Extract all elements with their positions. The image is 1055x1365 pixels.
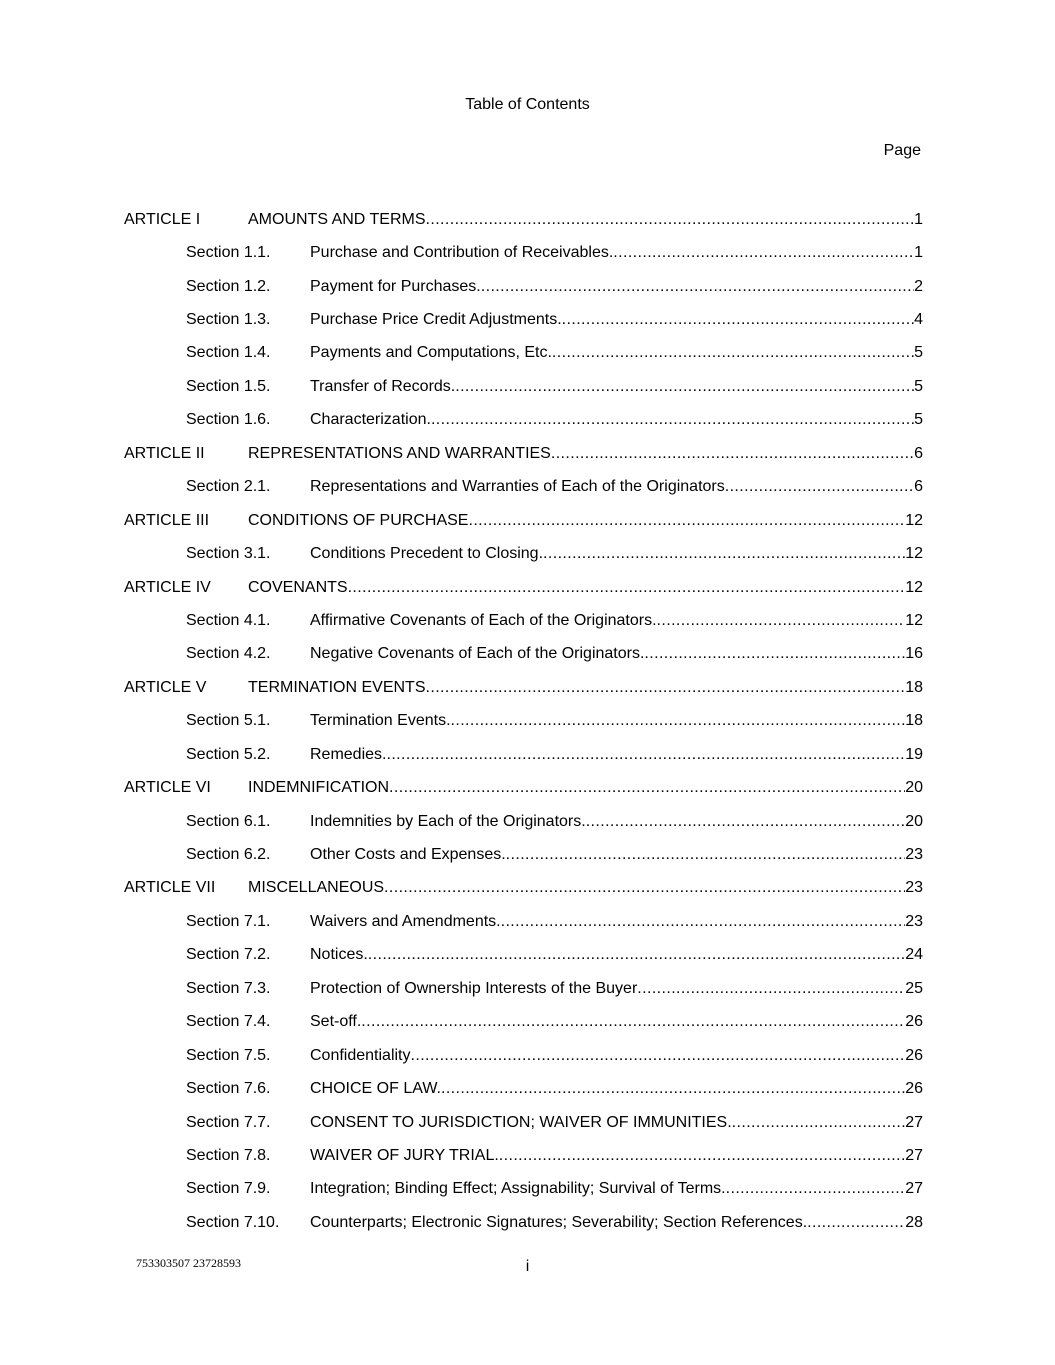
toc-entry-title: Payments and Computations, Etc. xyxy=(310,344,552,362)
toc-entry-page: 4 xyxy=(914,311,923,329)
toc-entry-title: Other Costs and Expenses. xyxy=(310,846,506,864)
toc-entry-title: Integration; Binding Effect; Assignability; Survival of Terms. xyxy=(310,1180,726,1198)
toc-entry-title: AMOUNTS AND TERMS xyxy=(248,210,426,228)
dot-leader xyxy=(562,309,914,331)
toc-article-row[interactable] xyxy=(124,872,923,905)
toc-entry-page: 26 xyxy=(905,1080,923,1098)
toc-entry-title: CONSENT TO JURISDICTION; WAIVER OF IMMUNITIES. xyxy=(310,1113,732,1131)
toc-section-row[interactable] xyxy=(124,471,923,504)
toc-entry-number: Section 5.1. xyxy=(186,712,271,730)
toc-entry-title: Confidentiality xyxy=(310,1046,411,1064)
toc-entry-title: MISCELLANEOUS xyxy=(248,879,385,897)
toc-entry-number: ARTICLE II xyxy=(124,444,205,462)
dot-leader xyxy=(455,376,914,398)
dot-leader xyxy=(361,1011,905,1033)
toc-entry-number: Section 1.3. xyxy=(186,311,271,329)
toc-entry-page: 27 xyxy=(905,1180,923,1198)
toc-section-row[interactable] xyxy=(124,1139,923,1172)
toc-entry-number: Section 1.2. xyxy=(186,277,271,295)
dot-leader xyxy=(807,1212,905,1234)
toc-entry-title: Conditions Precedent to Closing. xyxy=(310,545,544,563)
toc-entry-title: Affirmative Covenants of Each of the Originators. xyxy=(310,611,657,629)
toc-entry-page: 20 xyxy=(905,812,923,830)
toc-entry-number: Section 7.6. xyxy=(186,1080,271,1098)
toc-section-row[interactable] xyxy=(124,236,923,269)
toc-entry-page: 23 xyxy=(905,912,923,930)
dot-leader xyxy=(637,978,905,1000)
toc-entry-number: Section 1.4. xyxy=(186,344,271,362)
toc-section-row[interactable] xyxy=(124,404,923,437)
toc-entry-number: Section 7.10. xyxy=(186,1213,280,1231)
dot-leader xyxy=(657,610,906,632)
dot-leader xyxy=(552,342,914,364)
dot-leader xyxy=(726,1178,906,1200)
toc-entry-title: Purchase and Contribution of Receivables. xyxy=(310,244,614,262)
toc-entry-number: Section 1.5. xyxy=(186,377,271,395)
toc-entry-page: 19 xyxy=(905,745,923,763)
toc-article-row[interactable] xyxy=(124,571,923,604)
toc-entry-page: 20 xyxy=(905,779,923,797)
dot-leader xyxy=(551,443,914,465)
toc-section-row[interactable] xyxy=(124,838,923,871)
toc-section-row[interactable] xyxy=(124,604,923,637)
toc-entry-number: ARTICLE I xyxy=(124,210,201,228)
toc-entry-number: Section 7.8. xyxy=(186,1146,271,1164)
toc-article-row[interactable] xyxy=(124,437,923,470)
toc-section-row[interactable] xyxy=(124,1006,923,1039)
toc-section-row[interactable] xyxy=(124,1039,923,1072)
toc-entry-title: Set-off. xyxy=(310,1013,362,1031)
dot-leader xyxy=(501,911,906,933)
dot-leader xyxy=(481,276,914,298)
toc-entry-title: Negative Covenants of Each of the Originators. xyxy=(310,645,645,663)
toc-entry-page: 12 xyxy=(905,611,923,629)
toc-entry-title: REPRESENTATIONS AND WARRANTIES xyxy=(248,444,551,462)
toc-entry-title: Protection of Ownership Interests of the Buyer xyxy=(310,979,638,997)
dot-leader xyxy=(451,710,906,732)
toc-entry-title: Characterization. xyxy=(310,411,431,429)
toc-entry-number: Section 7.3. xyxy=(186,979,271,997)
toc-entry-title: Payment for Purchases. xyxy=(310,277,481,295)
toc-section-row[interactable] xyxy=(124,805,923,838)
toc-entry-number: Section 4.1. xyxy=(186,611,271,629)
toc-entry-page: 2 xyxy=(914,277,923,295)
toc-entry-page: 25 xyxy=(905,979,923,997)
toc-entry-title: TERMINATION EVENTS xyxy=(248,678,426,696)
dot-leader xyxy=(644,643,905,665)
toc-section-row[interactable] xyxy=(124,337,923,370)
toc-entry-title: INDEMNIFICATION xyxy=(248,779,390,797)
toc-section-row[interactable] xyxy=(124,270,923,303)
dot-leader xyxy=(725,476,914,498)
toc-title: Table of Contents xyxy=(465,96,590,113)
toc-entry-title: COVENANTS xyxy=(248,578,348,596)
toc-entry-page: 5 xyxy=(914,411,923,429)
footer-page-number: i xyxy=(525,1258,530,1275)
dot-leader xyxy=(543,543,905,565)
toc-entry-number: ARTICLE III xyxy=(124,511,210,529)
dot-leader xyxy=(386,744,905,766)
toc-article-row[interactable] xyxy=(124,671,923,704)
toc-entry-page: 26 xyxy=(905,1013,923,1031)
toc-entry-page: 23 xyxy=(905,879,923,897)
toc-section-row[interactable] xyxy=(124,1106,923,1139)
footer-doc-id: 753303507 23728593 xyxy=(136,1256,241,1270)
toc-section-row[interactable] xyxy=(124,537,923,570)
toc-entry-page: 27 xyxy=(905,1113,923,1131)
dot-leader xyxy=(732,1112,906,1134)
dot-leader xyxy=(613,242,914,264)
toc-entry-page: 12 xyxy=(905,545,923,563)
toc-entry-number: Section 7.4. xyxy=(186,1013,271,1031)
dot-leader xyxy=(441,1078,905,1100)
toc-entry-number: ARTICLE VII xyxy=(124,879,216,897)
toc-article-row[interactable] xyxy=(124,203,923,236)
toc-entry-title: CONDITIONS OF PURCHASE xyxy=(248,511,469,529)
dot-leader xyxy=(499,1145,905,1167)
toc-entry-title: CHOICE OF LAW. xyxy=(310,1080,441,1098)
toc-section-row[interactable] xyxy=(124,939,923,972)
dot-leader xyxy=(348,577,906,599)
toc-entry-number: Section 1.1. xyxy=(186,244,271,262)
toc-entry-number: Section 5.2. xyxy=(186,745,271,763)
toc-entry-number: ARTICLE V xyxy=(124,678,207,696)
toc-entry-page: 16 xyxy=(905,645,923,663)
dot-leader xyxy=(586,811,906,833)
toc-entry-number: Section 1.6. xyxy=(186,411,271,429)
toc-entry-number: Section 3.1. xyxy=(186,545,271,563)
toc-entry-number: Section 2.1. xyxy=(186,478,271,496)
toc-entry-title: Termination Events. xyxy=(310,712,451,730)
toc-section-row[interactable] xyxy=(124,1173,923,1206)
toc-entry-page: 26 xyxy=(905,1046,923,1064)
toc-entry-title: Indemnities by Each of the Originators. xyxy=(310,812,586,830)
dot-leader xyxy=(506,844,906,866)
toc-entry-page: 23 xyxy=(905,846,923,864)
toc-entry-number: Section 6.1. xyxy=(186,812,271,830)
page-column-label: Page xyxy=(883,142,921,159)
dot-leader xyxy=(426,677,906,699)
toc-section-row[interactable] xyxy=(124,905,923,938)
toc-entry-title: WAIVER OF JURY TRIAL. xyxy=(310,1146,499,1164)
toc-entry-title: Waivers and Amendments. xyxy=(310,912,501,930)
toc-section-row[interactable] xyxy=(124,1206,923,1239)
toc-section-row[interactable] xyxy=(124,738,923,771)
toc-entry-page: 18 xyxy=(905,712,923,730)
dot-leader xyxy=(411,1045,906,1067)
toc-entry-number: Section 6.2. xyxy=(186,846,271,864)
toc-entry-page: 28 xyxy=(905,1213,923,1231)
toc-entry-page: 5 xyxy=(914,344,923,362)
toc-entry-title: Counterparts; Electronic Signatures; Severability; Section References. xyxy=(310,1213,808,1231)
toc-section-row[interactable] xyxy=(124,1072,923,1105)
toc-entry-page: 6 xyxy=(914,478,923,496)
dot-leader xyxy=(426,209,915,231)
toc-entry-number: Section 7.7. xyxy=(186,1113,271,1131)
toc-entry-title: Notices. xyxy=(310,946,368,964)
toc-section-row[interactable] xyxy=(124,638,923,671)
toc-entry-number: Section 7.9. xyxy=(186,1180,271,1198)
dot-leader xyxy=(389,777,905,799)
toc-entry-page: 1 xyxy=(914,210,923,228)
dot-leader xyxy=(368,944,905,966)
toc-entry-page: 27 xyxy=(905,1146,923,1164)
toc-article-row[interactable] xyxy=(124,771,923,804)
dot-leader xyxy=(384,877,905,899)
toc-entry-number: Section 4.2. xyxy=(186,645,271,663)
dot-leader xyxy=(468,510,905,532)
toc-entry-page: 12 xyxy=(905,578,923,596)
toc-section-row[interactable] xyxy=(124,972,923,1005)
toc-entry-number: ARTICLE VI xyxy=(124,779,211,797)
toc-entry-page: 12 xyxy=(905,511,923,529)
toc-entry-page: 1 xyxy=(914,244,923,262)
toc-entry-title: Transfer of Records. xyxy=(310,377,456,395)
toc-entry-number: Section 7.1. xyxy=(186,912,271,930)
toc-entry-page: 24 xyxy=(905,946,923,964)
toc-entry-title: Remedies. xyxy=(310,745,387,763)
toc-entry-page: 6 xyxy=(914,444,923,462)
dot-leader xyxy=(431,409,914,431)
toc-entry-title: Purchase Price Credit Adjustments. xyxy=(310,311,562,329)
toc-article-row[interactable] xyxy=(124,504,923,537)
toc-section-row[interactable] xyxy=(124,303,923,336)
toc-entry-title: Representations and Warranties of Each of the Originators xyxy=(310,478,725,496)
toc-entry-page: 18 xyxy=(905,678,923,696)
toc-entry-number: Section 7.2. xyxy=(186,946,271,964)
toc-section-row[interactable] xyxy=(124,370,923,403)
toc-section-row[interactable] xyxy=(124,705,923,738)
toc-list xyxy=(124,203,923,1240)
toc-entry-number: ARTICLE IV xyxy=(124,578,211,596)
toc-entry-page: 5 xyxy=(914,377,923,395)
toc-entry-number: Section 7.5. xyxy=(186,1046,271,1064)
